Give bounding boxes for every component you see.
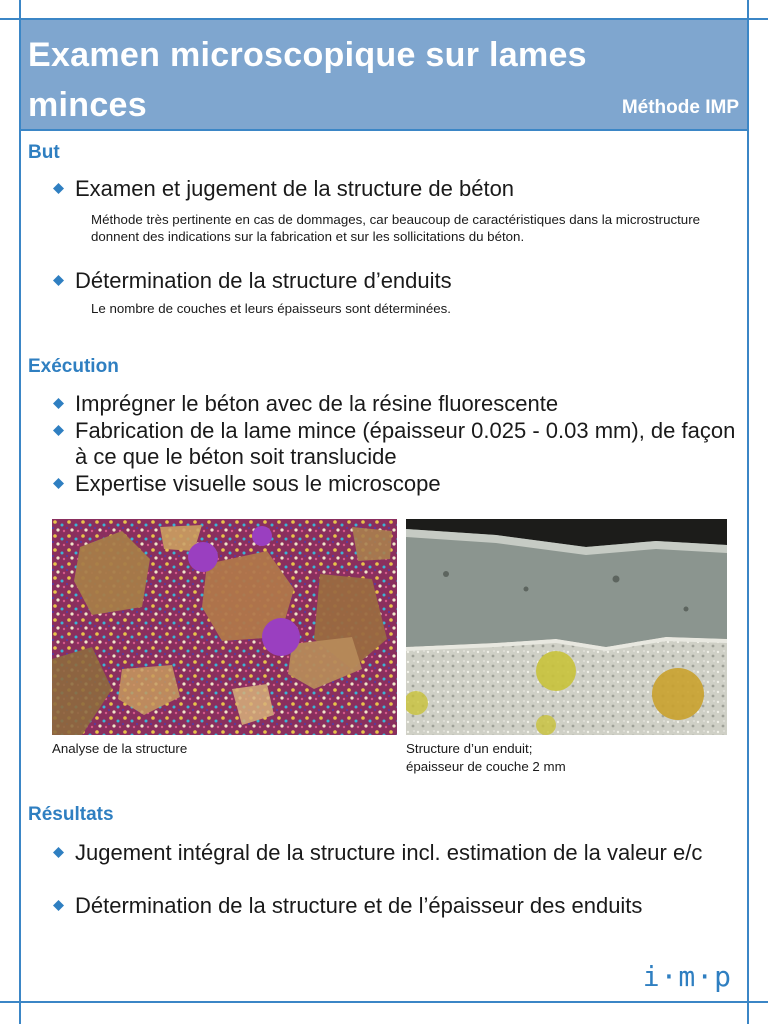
page-title: Examen microscopique sur lames minces — [28, 36, 587, 124]
frame-line-left — [19, 0, 21, 1024]
bullet-exec-1 — [53, 391, 558, 417]
caption-figure-2-line2: épaisseur de couche 2 mm — [406, 759, 566, 774]
bullet-text: Expertise visuelle sous le microscope — [75, 471, 441, 496]
bullet-text: Fabrication de la lame mince (épaisseur 0.025 - 0.03 mm), de façon à ce que le béton soit translucide — [75, 418, 736, 469]
diamond-bullet-icon — [53, 425, 64, 436]
diamond-bullet-icon — [53, 478, 64, 489]
imp-logo: i·m·p — [642, 960, 732, 993]
bullet-but-2 — [53, 268, 452, 294]
bullet-exec-2 — [53, 418, 743, 470]
bullet-text: Détermination de la structure et de l’épaisseur des enduits — [75, 893, 643, 918]
section-heading-but: But — [28, 142, 60, 163]
bullet-text: Examen et jugement de la structure de béton — [75, 176, 515, 201]
caption-figure-1: Analyse de la structure — [52, 741, 188, 756]
diamond-bullet-icon — [53, 275, 64, 286]
bullet-text: Jugement intégral de la structure incl. estimation de la valeur e/c — [75, 840, 703, 865]
diamond-bullet-icon — [53, 183, 64, 194]
frame-line-right — [747, 0, 749, 1024]
diamond-bullet-icon — [53, 847, 64, 858]
photo-plaster-section — [406, 519, 727, 735]
diamond-bullet-icon — [53, 900, 64, 911]
bullet-but-1 — [53, 176, 514, 202]
diamond-bullet-icon — [53, 398, 64, 409]
frame-line-bottom — [0, 1001, 768, 1003]
photo-thin-section — [52, 519, 397, 735]
note-but-2: Le nombre de couches et leurs épaisseurs sont déterminées. — [91, 301, 451, 316]
bullet-result-2 — [53, 893, 673, 919]
bullet-text: Détermination de la structure d’enduits — [75, 268, 452, 293]
note-but-1: Méthode très pertinente en cas de dommages, car beaucoup de caractéristiques dans la microstructure donnent des indications sur la fabrication et sur les sollicitations du béton. — [91, 212, 701, 244]
bullet-text: Imprégner le béton avec de la résine fluorescente — [75, 391, 559, 416]
header-banner — [21, 20, 747, 131]
section-heading-execution: Exécution — [28, 356, 119, 377]
bullet-exec-3 — [53, 471, 441, 497]
bullet-result-1 — [53, 840, 713, 866]
section-heading-resultats: Résultats — [28, 804, 114, 825]
caption-figure-2-line1: Structure d’un enduit; — [406, 741, 533, 756]
method-label: Méthode IMP — [621, 97, 739, 118]
